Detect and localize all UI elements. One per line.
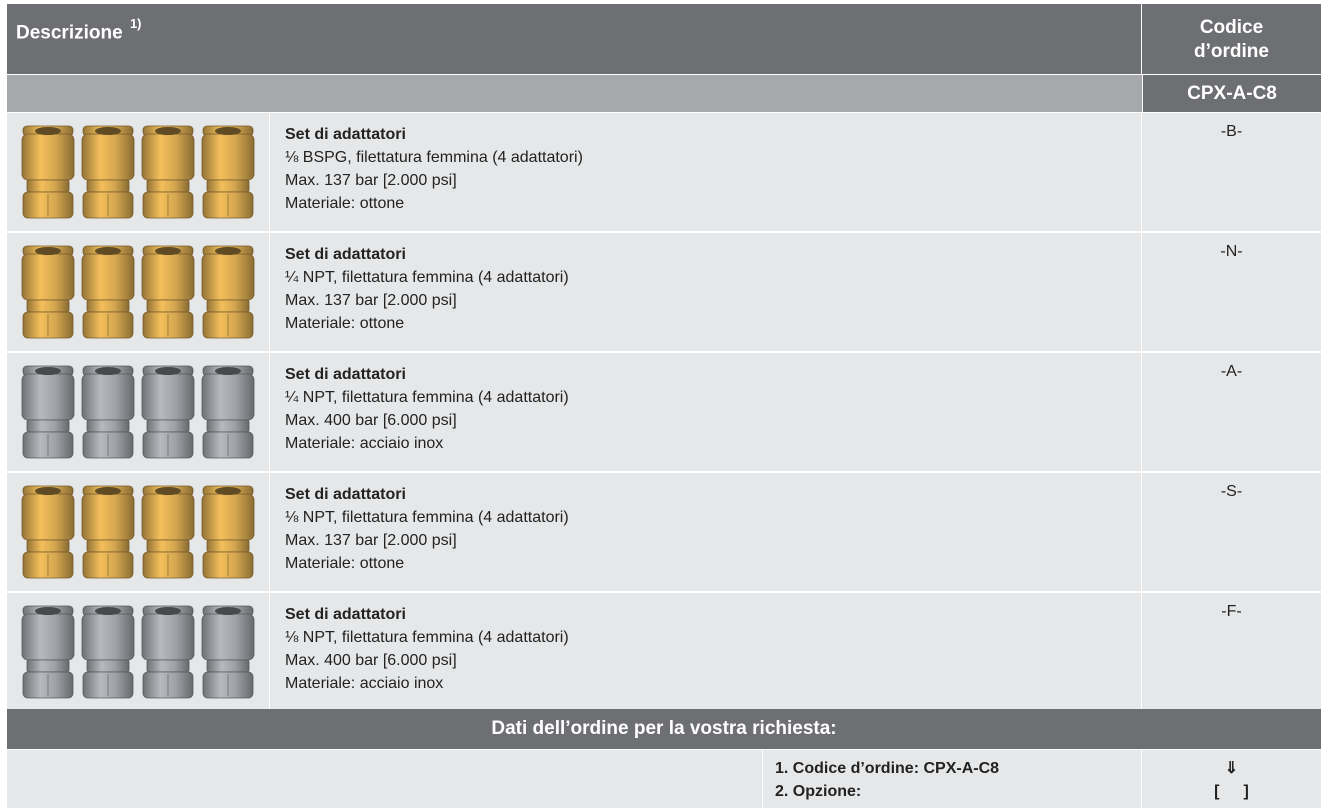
product-material: Materiale: ottone xyxy=(285,555,405,572)
order-code-header xyxy=(1142,4,1321,74)
order-values xyxy=(1142,750,1321,808)
brass-adapter-icon xyxy=(199,242,257,342)
product-title: Set di adattatori xyxy=(285,606,406,623)
brass-adapter-icon xyxy=(19,122,77,222)
brass-adapter-icon xyxy=(199,122,257,222)
product-code: -F- xyxy=(1221,603,1242,620)
down-arrow-icon: ⇓ xyxy=(1224,760,1239,777)
product-title: Set di adattatori xyxy=(285,126,406,143)
footnote-marker: 1) xyxy=(129,16,142,31)
order-code-label-line1: Codice xyxy=(1199,17,1264,38)
description-label: Descrizione xyxy=(16,22,123,44)
product-title: Set di adattatori xyxy=(285,366,406,383)
brass-adapter-icon xyxy=(139,122,197,222)
brass-adapter-icon xyxy=(79,242,137,342)
order-code-line: 1. Codice d’ordine: CPX-A-C8 xyxy=(775,760,1000,777)
steel-adapter-icon xyxy=(79,602,137,702)
brass-adapter-icon xyxy=(19,242,77,342)
product-title: Set di adattatori xyxy=(285,246,406,263)
option-line: 2. Opzione: xyxy=(775,783,862,800)
product-material: Materiale: acciaio inox xyxy=(285,675,444,692)
product-pressure: Max. 400 bar [6.000 psi] xyxy=(285,652,457,669)
option-field[interactable] xyxy=(1142,780,1321,803)
product-thread: ⅛ NPT, filettatura femmina (4 adattatori) xyxy=(285,509,569,526)
table-row xyxy=(7,233,1321,351)
steel-adapter-icon xyxy=(139,602,197,702)
product-material: Materiale: ottone xyxy=(285,315,405,332)
product-code: -S- xyxy=(1220,483,1243,500)
product-image xyxy=(7,353,270,471)
product-description xyxy=(270,593,1142,711)
product-title: Set di adattatori xyxy=(285,486,406,503)
product-thread: ¼ NPT, filettatura femmina (4 adattatori) xyxy=(285,269,569,286)
table-row xyxy=(7,473,1321,591)
model-row xyxy=(7,75,1321,112)
model-row-spacer xyxy=(7,75,1143,112)
product-pressure: Max. 400 bar [6.000 psi] xyxy=(285,412,457,429)
order-code-label-line2: d’ordine xyxy=(1194,41,1269,62)
steel-adapter-icon xyxy=(19,362,77,462)
product-description xyxy=(270,113,1142,231)
product-thread: ⅛ BSPG, filettatura femmina (4 adattatori) xyxy=(285,149,583,166)
product-code: -N- xyxy=(1220,243,1243,260)
product-image xyxy=(7,593,270,711)
brass-adapter-icon xyxy=(19,482,77,582)
table-row xyxy=(7,593,1321,711)
steel-adapter-icon xyxy=(19,602,77,702)
brass-adapter-icon xyxy=(79,482,137,582)
product-description xyxy=(270,473,1142,591)
steel-adapter-icon xyxy=(79,362,137,462)
product-code: -A- xyxy=(1220,363,1243,380)
product-thread: ¼ NPT, filettatura femmina (4 adattatori) xyxy=(285,389,569,406)
product-pressure: Max. 137 bar [2.000 psi] xyxy=(285,292,457,309)
table-row xyxy=(7,113,1321,231)
bracket-close: ] xyxy=(1243,783,1249,800)
product-material: Materiale: ottone xyxy=(285,195,405,212)
product-image xyxy=(7,113,270,231)
product-image xyxy=(7,473,270,591)
order-data-row xyxy=(7,750,1321,808)
order-data-heading: Dati dell’ordine per la vostra richiesta: xyxy=(7,709,1321,749)
table-header xyxy=(7,4,1321,74)
product-description xyxy=(270,353,1142,471)
steel-adapter-icon xyxy=(199,602,257,702)
product-rows xyxy=(7,113,1321,713)
table-row xyxy=(7,353,1321,471)
order-labels xyxy=(763,750,1142,808)
product-pressure: Max. 137 bar [2.000 psi] xyxy=(285,172,457,189)
product-description xyxy=(270,233,1142,351)
product-pressure: Max. 137 bar [2.000 psi] xyxy=(285,532,457,549)
brass-adapter-icon xyxy=(139,242,197,342)
product-thread: ⅛ NPT, filettatura femmina (4 adattatori) xyxy=(285,629,569,646)
steel-adapter-icon xyxy=(199,362,257,462)
steel-adapter-icon xyxy=(139,362,197,462)
model-code: CPX-A-C8 xyxy=(1143,75,1321,112)
brass-adapter-icon xyxy=(79,122,137,222)
bracket-open: [ xyxy=(1214,783,1220,800)
product-code: -B- xyxy=(1220,123,1243,140)
product-material: Materiale: acciaio inox xyxy=(285,435,444,452)
brass-adapter-icon xyxy=(139,482,197,582)
brass-adapter-icon xyxy=(199,482,257,582)
description-header xyxy=(7,4,1142,74)
product-image xyxy=(7,233,270,351)
order-row-spacer xyxy=(7,750,763,808)
